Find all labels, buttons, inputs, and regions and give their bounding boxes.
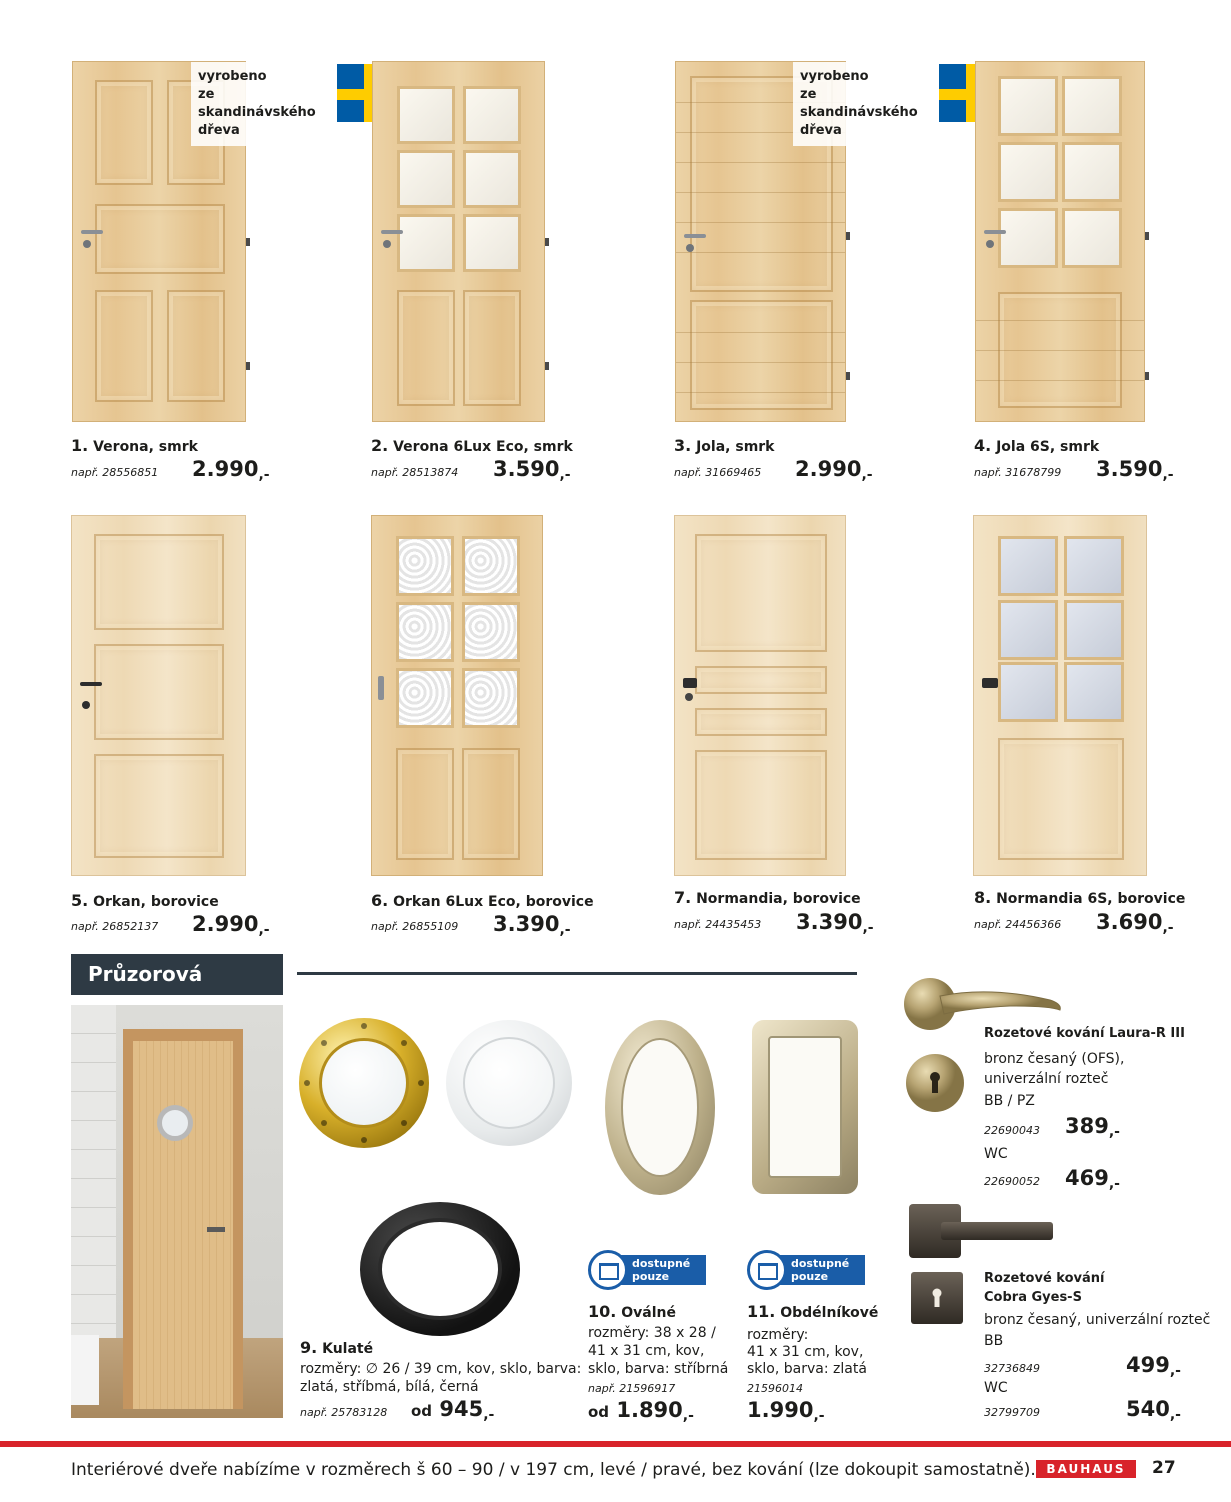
door-image-7	[674, 515, 846, 876]
swedish-wood-label: vyrobeno ze skandinávského dřeva	[191, 62, 331, 146]
hardware-cobra-code: 32736849	[984, 1362, 1040, 1375]
door-price-7: 3.390,-	[796, 910, 874, 936]
door-code-2: např. 28513874	[371, 466, 459, 479]
door-price-6: 3.390,-	[493, 912, 571, 938]
hardware-cobra-wc-label: WC	[984, 1380, 1008, 1396]
porthole-oval-price: od 1.890,-	[588, 1398, 694, 1424]
online-cart-icon	[747, 1250, 787, 1290]
hardware-laura-wc-code: 22690052	[984, 1175, 1040, 1188]
hardware-laura-wc-label: WC	[984, 1146, 1008, 1162]
hardware-laura-code: 22690043	[984, 1124, 1040, 1137]
door-price-8: 3.690,-	[1096, 910, 1174, 936]
hardware-cobra-wc-code: 32799709	[984, 1406, 1040, 1419]
door-price-4: 3.590,-	[1096, 457, 1174, 483]
page-number: 27	[1152, 1458, 1176, 1478]
door-name-2: 2. Verona 6Lux Eco, smrk	[371, 436, 573, 455]
hardware-laura-title: Rozetové kování Laura-R III	[984, 1026, 1185, 1041]
door-name-5: 5. Orkan, borovice	[71, 891, 219, 910]
hardware-laura-spec: BB / PZ	[984, 1093, 1035, 1109]
key-rosette-cobra-image	[909, 1270, 965, 1326]
porthole-oval-title: 10. Oválné	[588, 1302, 676, 1321]
porthole-round-title: 9. Kulaté	[300, 1338, 374, 1357]
door-image-5	[71, 515, 246, 876]
door-image-6	[371, 515, 543, 876]
online-only-badge: dostupné pouze online	[747, 1250, 867, 1290]
hardware-laura-wc-price: 469,-	[1065, 1166, 1120, 1192]
door-lever-cobra-image	[907, 1202, 1057, 1260]
section-divider	[297, 972, 857, 975]
porthole-white-image	[446, 1020, 572, 1146]
door-code-1: např. 28556851	[71, 466, 159, 479]
footer-note: Interiérové dveře nabízíme v rozměrech š 60 – 90 / v 197 cm, levé / pravé, bez kování (lze dokoupit samostatně).	[71, 1460, 1036, 1480]
hardware-laura-spec: univerzální rozteč	[984, 1071, 1109, 1087]
door-code-4: např. 31678799	[974, 466, 1062, 479]
porthole-rect-spec: 41 x 31 cm, kov,	[747, 1344, 864, 1360]
key-rosette-laura-image	[904, 1052, 966, 1114]
door-code-8: např. 24456366	[974, 918, 1062, 931]
hardware-cobra-price: 499,-	[1126, 1353, 1181, 1379]
door-code-5: např. 26852137	[71, 920, 159, 933]
porthole-rect-spec: sklo, barva: zlatá	[747, 1361, 867, 1377]
door-code-6: např. 26855109	[371, 920, 459, 933]
porthole-round-spec: zlatá, stříbmá, bílá, černá	[300, 1379, 479, 1395]
hardware-cobra-spec: BB	[984, 1333, 1004, 1349]
door-name-1: 1. Verona, smrk	[71, 436, 198, 455]
door-name-3: 3. Jola, smrk	[674, 436, 775, 455]
porthole-rect-spec: rozměry:	[747, 1327, 809, 1343]
bauhaus-logo: BAUHAUS	[1036, 1460, 1136, 1478]
hardware-laura-spec: bronz česaný (OFS),	[984, 1051, 1125, 1067]
porthole-oval-image	[605, 1020, 715, 1195]
door-name-7: 7. Normandia, borovice	[674, 888, 861, 907]
door-image-8	[973, 515, 1147, 876]
door-price-5: 2.990,-	[192, 912, 270, 938]
door-price-1: 2.990,-	[192, 457, 270, 483]
online-only-badge: dostupné pouze online	[588, 1250, 708, 1290]
porthole-round-code: např. 25783128	[300, 1406, 388, 1419]
hardware-cobra-title: Cobra Gyes-S	[984, 1290, 1082, 1305]
section-title: Průzorová	[71, 954, 283, 995]
porthole-round-spec: rozměry: ∅ 26 / 39 cm, kov, sklo, barva:	[300, 1361, 582, 1377]
room-photo	[71, 1005, 283, 1418]
hardware-cobra-spec: bronz česaný, univerzální rozteč	[984, 1312, 1211, 1328]
door-image-2	[372, 61, 545, 422]
hardware-cobra-title: Rozetové kování	[984, 1271, 1105, 1286]
porthole-oval-spec: rozměry: 38 x 28 /	[588, 1325, 716, 1341]
porthole-oval-spec: sklo, barva: stříbrná	[588, 1361, 729, 1377]
porthole-round-price: od 945,-	[411, 1397, 495, 1423]
door-name-6: 6. Orkan 6Lux Eco, borovice	[371, 891, 594, 910]
door-code-3: např. 31669465	[674, 466, 762, 479]
door-name-8: 8. Normandia 6S, borovice	[974, 888, 1186, 907]
hardware-cobra-wc-price: 540,-	[1126, 1397, 1181, 1423]
footer-divider	[0, 1441, 1231, 1447]
porthole-gold-image	[299, 1018, 429, 1148]
door-name-4: 4. Jola 6S, smrk	[974, 436, 1100, 455]
porthole-rect-code: 21596014	[747, 1382, 803, 1395]
porthole-rect-price: 1.990,-	[747, 1398, 825, 1424]
door-code-7: např. 24435453	[674, 918, 762, 931]
hardware-laura-price: 389,-	[1065, 1114, 1120, 1140]
porthole-rect-image	[752, 1020, 858, 1194]
door-price-3: 2.990,-	[795, 457, 873, 483]
porthole-black-image	[360, 1202, 520, 1336]
porthole-oval-code: např. 21596917	[588, 1382, 676, 1395]
swedish-wood-label: vyrobeno ze skandinávského dřeva	[793, 62, 933, 146]
door-price-2: 3.590,-	[493, 457, 571, 483]
online-cart-icon	[588, 1250, 628, 1290]
porthole-rect-title: 11. Obdélníkové	[747, 1302, 879, 1321]
door-image-4	[975, 61, 1145, 422]
porthole-oval-spec: 41 x 31 cm, kov,	[588, 1343, 705, 1359]
